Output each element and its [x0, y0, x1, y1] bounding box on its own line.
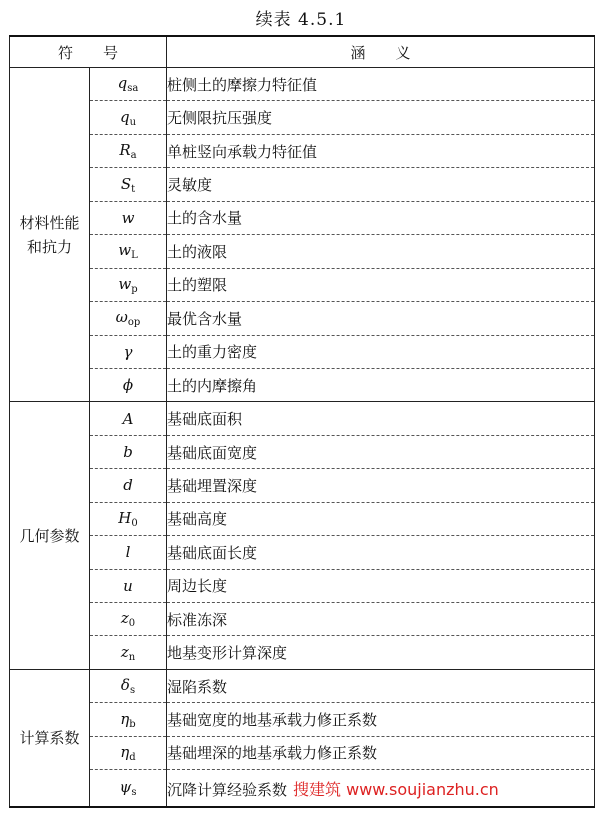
- meaning-cell: [167, 268, 595, 301]
- symbol-main: w: [118, 274, 132, 293]
- meaning-text: 单桩竖向承载力特征值: [167, 142, 318, 161]
- symbol-main: u: [123, 576, 133, 595]
- category-label: 几何参数: [19, 526, 80, 545]
- symbol-cell: [90, 636, 167, 669]
- symbol-main: z: [120, 609, 129, 628]
- symbol-main: q: [119, 107, 130, 126]
- symbol-main: γ: [123, 342, 133, 361]
- meaning-text: 土的液限: [167, 242, 228, 261]
- symbol-cell: [90, 235, 167, 268]
- category-cell: [10, 68, 90, 402]
- symbol-cell: [90, 569, 167, 602]
- symbol-main: S: [120, 174, 132, 193]
- meaning-text: 最优含水量: [167, 309, 243, 328]
- symbol-cell: [90, 134, 167, 167]
- meaning-cell: [167, 770, 595, 807]
- meaning-cell: [167, 502, 595, 535]
- symbol-main: d: [123, 476, 133, 495]
- symbol-cell: [90, 469, 167, 502]
- meaning-text: 基础埋置深度: [167, 476, 258, 495]
- symbol-main: η: [120, 709, 130, 728]
- meaning-text: 基础底面长度: [167, 543, 258, 562]
- meaning-cell: [167, 302, 595, 335]
- table-row: [10, 536, 595, 569]
- symbol-subscript: d: [129, 751, 136, 763]
- symbol-cell: [90, 603, 167, 636]
- table-row: [10, 736, 595, 769]
- symbol-main: δ: [120, 676, 130, 695]
- meaning-cell: [167, 736, 595, 769]
- meaning-cell: [167, 68, 595, 101]
- symbol-subscript: op: [127, 317, 141, 329]
- table-row: [10, 168, 595, 201]
- symbol-main: ω: [115, 308, 128, 327]
- meaning-cell: [167, 201, 595, 234]
- meaning-cell: [167, 168, 595, 201]
- meaning-text: 土的内摩擦角: [167, 376, 258, 395]
- meaning-cell: [167, 368, 595, 401]
- symbol-cell: [90, 669, 167, 702]
- table-row: [10, 134, 595, 167]
- meaning-cell: [167, 669, 595, 702]
- symbol-cell: [90, 770, 167, 807]
- table-row: [10, 636, 595, 669]
- meaning-cell: [167, 636, 595, 669]
- symbol-main: ϕ: [122, 376, 134, 395]
- symbol-cell: [90, 502, 167, 535]
- symbol-subscript: 0: [131, 517, 138, 529]
- symbol-main: R: [119, 141, 131, 160]
- meaning-cell: [167, 235, 595, 268]
- watermark: 搜建筑 www.soujianzhu.cn: [293, 779, 499, 799]
- meaning-text: 灵敏度: [167, 176, 213, 195]
- header-meaning: 涵 义: [167, 36, 595, 68]
- meaning-text: 基础埋深的地基承载力修正系数: [167, 744, 378, 763]
- table-row: [10, 268, 595, 301]
- meaning-text: 沉降计算经验系数: [167, 780, 288, 799]
- meaning-cell: [167, 569, 595, 602]
- table-row: [10, 201, 595, 234]
- table-row: [10, 101, 595, 134]
- table-row: [10, 402, 595, 435]
- meaning-cell: [167, 703, 595, 736]
- meaning-cell: [167, 603, 595, 636]
- symbol-main: z: [120, 642, 129, 661]
- symbol-main: l: [125, 543, 131, 562]
- symbol-main: η: [120, 742, 130, 761]
- table-row: [10, 569, 595, 602]
- symbol-cell: [90, 101, 167, 134]
- symbol-subscript: p: [131, 283, 138, 295]
- table-row: [10, 770, 595, 807]
- meaning-text: 标准冻深: [167, 610, 228, 629]
- meaning-text: 土的含水量: [167, 209, 243, 228]
- symbol-main: ψ: [119, 778, 132, 797]
- category-cell: [10, 402, 90, 670]
- meaning-text: 基础底面积: [167, 410, 243, 429]
- meaning-text: 桩侧土的摩擦力特征值: [167, 75, 318, 94]
- table-row: [10, 368, 595, 401]
- symbol-table: [9, 35, 595, 808]
- symbol-cell: [90, 536, 167, 569]
- symbol-subscript: 0: [128, 618, 136, 630]
- meaning-text: 无侧限抗压强度: [167, 109, 273, 128]
- symbol-subscript: sa: [127, 83, 139, 95]
- symbol-cell: [90, 703, 167, 736]
- meaning-text: 周边长度: [167, 577, 228, 596]
- symbol-main: w: [118, 241, 132, 260]
- meaning-cell: [167, 134, 595, 167]
- meaning-cell: [167, 101, 595, 134]
- symbol-subscript: n: [128, 651, 136, 663]
- table-row: [10, 603, 595, 636]
- symbol-subscript: s: [131, 787, 137, 799]
- table-row: [10, 302, 595, 335]
- symbol-cell: [90, 68, 167, 101]
- category-label: 材料性能和抗力: [19, 213, 80, 256]
- table-header-row: [10, 36, 595, 68]
- symbol-cell: [90, 268, 167, 301]
- symbol-cell: [90, 335, 167, 368]
- category-label: 计算系数: [19, 728, 80, 747]
- symbol-subscript: a: [130, 150, 137, 162]
- symbol-main: H: [118, 508, 132, 527]
- meaning-cell: [167, 335, 595, 368]
- table-row: [10, 235, 595, 268]
- meaning-text: 基础底面宽度: [167, 443, 258, 462]
- meaning-cell: [167, 536, 595, 569]
- table-row: [10, 502, 595, 535]
- meaning-text: 土的重力密度: [167, 343, 258, 362]
- symbol-cell: [90, 201, 167, 234]
- meaning-cell: [167, 402, 595, 435]
- symbol-cell: [90, 402, 167, 435]
- table-row: [10, 469, 595, 502]
- table-title: 续表 4.5.1: [255, 10, 347, 30]
- symbol-subscript: L: [131, 250, 138, 262]
- meaning-cell: [167, 469, 595, 502]
- meaning-text: 基础宽度的地基承载力修正系数: [167, 711, 378, 730]
- category-cell: [10, 669, 90, 807]
- symbol-main: q: [117, 74, 128, 93]
- table-row: [10, 335, 595, 368]
- meaning-text: 基础高度: [167, 510, 228, 529]
- table-row: [10, 435, 595, 468]
- symbol-main: b: [123, 443, 133, 462]
- symbol-cell: [90, 168, 167, 201]
- meaning-text: 湿陷系数: [167, 677, 228, 696]
- symbol-main: A: [122, 409, 134, 428]
- symbol-subscript: s: [129, 685, 136, 697]
- meaning-cell: [167, 435, 595, 468]
- symbol-subscript: b: [129, 718, 136, 730]
- symbol-cell: [90, 435, 167, 468]
- symbol-subscript: u: [129, 116, 137, 128]
- table-row: [10, 68, 595, 101]
- table-row: [10, 703, 595, 736]
- meaning-text: 土的塑限: [167, 276, 228, 295]
- symbol-cell: [90, 736, 167, 769]
- meaning-text: 地基变形计算深度: [167, 644, 288, 663]
- symbol-subscript: t: [131, 183, 136, 195]
- symbol-cell: [90, 302, 167, 335]
- symbol-cell: [90, 368, 167, 401]
- header-symbol: 符 号: [10, 36, 167, 68]
- symbol-main: w: [121, 208, 135, 227]
- table-row: [10, 669, 595, 702]
- table-body: [10, 68, 595, 808]
